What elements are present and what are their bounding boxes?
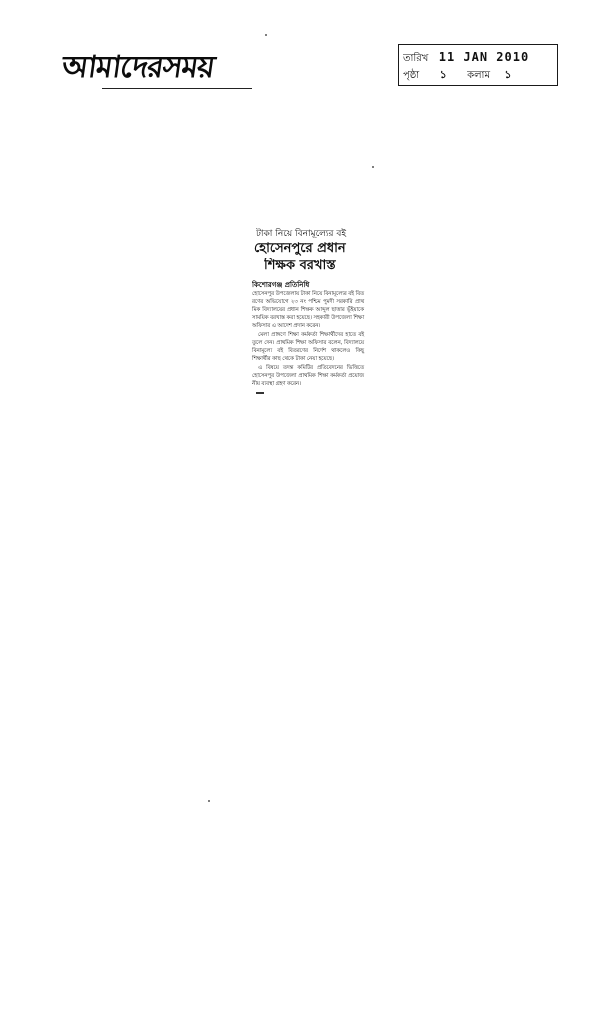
scan-speck	[265, 34, 267, 36]
scan-speck	[208, 800, 210, 802]
stamp-page-row	[403, 67, 553, 83]
article-headline-line2: শিক্ষক বরখাস্ত	[264, 258, 336, 273]
article-headline-line1: হোসেনপুরে প্রধান	[254, 241, 346, 256]
scan-speck	[372, 166, 374, 168]
article-paragraph: মেলা প্রাঙ্গণে শিক্ষা কর্মকর্তা শিক্ষার্থীদের হাতে বই তুলে দেন। প্রাথমিক শিক্ষা অফিসার বলেন, বিদ্যালয়ে বিনামূল্যে বই বিতরণের নির্দেশ থাকলেও কিছু শিক্ষার্থীর কাছ থেকে টাকা নেয়া হয়েছে।	[252, 332, 364, 362]
article-kicker: টাকা নিয়ে বিনামূল্যের বই	[256, 229, 347, 239]
date-stamp	[398, 44, 558, 86]
article-end-mark	[256, 392, 264, 394]
stamp-page-value: ১	[439, 68, 447, 81]
stamp-date-label: তারিখ	[403, 53, 429, 64]
stamp-column-label: কলাম	[467, 70, 490, 81]
stamp-date-row	[403, 49, 553, 65]
stamp-date-value: 11 JAN 2010	[438, 50, 530, 64]
newspaper-masthead	[59, 48, 272, 96]
stamp-page-label: পৃষ্ঠা	[403, 70, 420, 81]
stamp-column-value: ১	[504, 68, 512, 81]
article-credit: কিশোরগঞ্জ প্রতিনিধি	[252, 281, 310, 289]
news-clipping	[252, 228, 364, 492]
article-paragraph: হোসেনপুর উপজেলায় টাকা নিয়ে বিনামূল্যের বই বিতরণের অভিযোগে ২৩ নং পশ্চিম পুমদী সরকারি প্রাথমিক বিদ্যালয়ের প্রধান শিক্ষক আব্দুল ছাত্তার ভূঁইয়াকে সাময়িক বরখাস্ত করা হয়েছে। সহকারী উপজেলা শিক্ষা অফিসার এ আদেশ প্রদান করেন।	[252, 291, 364, 329]
article-paragraph: এ বিষয়ে তদন্ত কমিটির প্রতিবেদনের ভিত্তিতে হোসেনপুর উপজেলা প্রাথমিক শিক্ষা কর্মকর্তা প্রয়োজনীয় ব্যবস্থা গ্রহণ করেন।	[252, 365, 364, 387]
masthead-underline	[102, 88, 252, 89]
masthead-title: আমাদেরসময়	[59, 50, 217, 85]
